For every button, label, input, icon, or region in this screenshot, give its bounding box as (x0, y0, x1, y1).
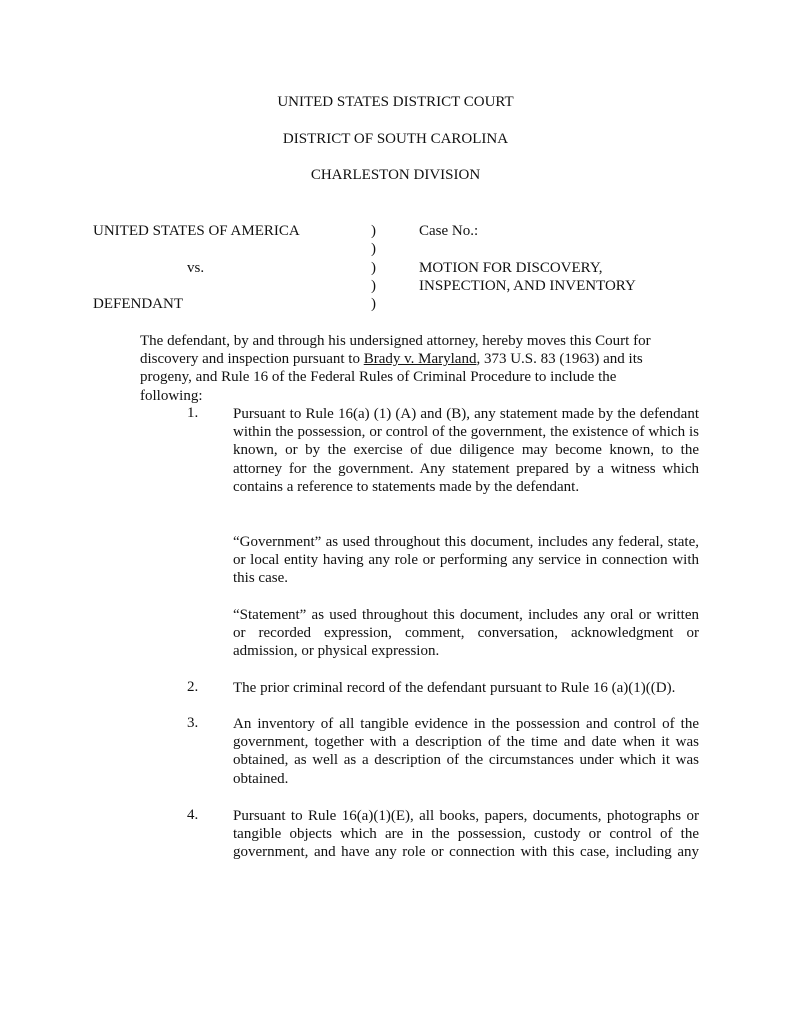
caption-paren: ) (371, 296, 376, 312)
government-definition: “Government” as used throughout this document, includes any federal, state, or local entity having any role or performing any service in connection with this case. (233, 534, 699, 587)
court-name: UNITED STATES DISTRICT COURT (277, 94, 514, 110)
item-text: Pursuant to Rule 16(a)(1)(E), all books, papers, documents, photographs or tangible objects which are in the possession, custody or control of the government, and have any role or connection with this case, including any (233, 808, 699, 861)
motion-title-line2: INSPECTION, AND INVENTORY (419, 278, 636, 294)
division-name: CHARLESTON DIVISION (310, 167, 481, 183)
caption-paren: ) (371, 241, 376, 257)
intro-text-part2: , 373 U.S. 83 (1963) and its progeny, and Rule 16 of the Federal Rules of Criminal Procedure to include the following: (140, 351, 643, 404)
statement-definition: “Statement” as used throughout this document, includes any oral or written or recorded expression, comment, conversation, acknowledgment or admission, or physical expression. (233, 607, 699, 660)
motion-title-line1: MOTION FOR DISCOVERY, (419, 260, 603, 276)
caption-paren: ) (371, 223, 376, 239)
district-name: DISTRICT OF SOUTH CAROLINA (282, 131, 509, 147)
intro-text-part1: The defendant, by and through his undersigned attorney, hereby moves this Court for discovery and inspection pursuant to (140, 333, 651, 368)
item-text: Pursuant to Rule 16(a) (1) (A) and (B), any statement made by the defendant within the possession, or control of the government, the existence of which is known, or by the exercise of due diligence may become known, to the attorney for the government. Any statement prepared by a witness which contains a reference to statements made by the defendant. (233, 406, 699, 495)
item-text: An inventory of all tangible evidence in the possession and control of the government, together with a description of the time and date when it was obtained, as well as a description of the circumstances under which it was obtained. (233, 716, 699, 787)
versus-label: vs. (187, 260, 205, 276)
plaintiff-name: UNITED STATES OF AMERICA (93, 223, 300, 239)
item-number: 4. (187, 807, 199, 823)
caption-paren: ) (371, 260, 376, 276)
item-number: 1. (187, 405, 199, 421)
case-citation: Brady v. Maryland (363, 351, 477, 368)
caption-paren: ) (371, 278, 376, 294)
intro-paragraph (140, 332, 675, 405)
item-number: 3. (187, 715, 199, 731)
item-number: 2. (187, 679, 199, 695)
case-number-label: Case No.: (419, 223, 479, 239)
defendant-name: DEFENDANT (93, 296, 183, 312)
item-text: The prior criminal record of the defendant pursuant to Rule 16 (a)(1)((D). (233, 680, 676, 696)
